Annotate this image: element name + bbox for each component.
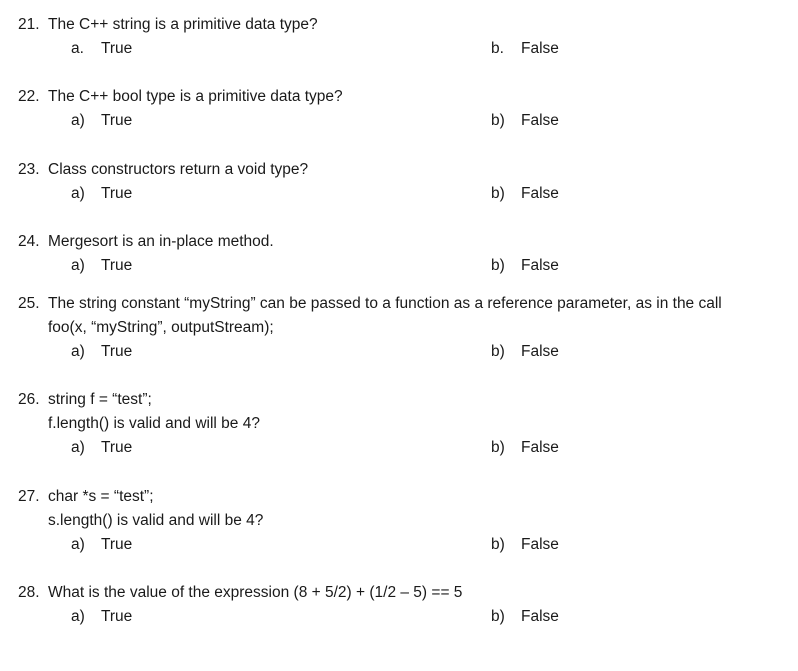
- question-text: char *s = “test”;: [48, 488, 154, 505]
- option-b-letter: b): [491, 112, 505, 129]
- question-number: 24.: [18, 233, 40, 250]
- option-a-text: True: [101, 343, 133, 360]
- question-text: The string constant “myString” can be passed to a function as a reference parameter, as in the call: [48, 295, 722, 312]
- question-text: Mergesort is an in-place method.: [48, 233, 274, 250]
- option-b: [491, 254, 559, 278]
- option-b-text: False: [521, 439, 559, 456]
- question-25: [18, 292, 792, 364]
- option-a: [71, 605, 132, 629]
- question-23: [18, 158, 792, 206]
- option-b: [491, 109, 559, 133]
- option-a: [71, 182, 132, 206]
- option-b-text: False: [521, 343, 559, 360]
- question-continuation: s.length() is valid and will be 4?: [48, 512, 264, 529]
- option-a-text: True: [101, 257, 133, 274]
- option-b: [491, 436, 559, 460]
- question-number: 22.: [18, 88, 40, 105]
- option-b-text: False: [521, 536, 559, 553]
- question-number: 25.: [18, 295, 40, 312]
- option-b: [491, 605, 559, 629]
- option-b-text: False: [521, 40, 559, 57]
- question-26: [18, 388, 792, 460]
- question-number: 26.: [18, 391, 40, 408]
- option-a: [71, 340, 132, 364]
- option-a-letter: a): [71, 185, 85, 202]
- question-text: string f = “test”;: [48, 391, 152, 408]
- option-b-text: False: [521, 185, 559, 202]
- option-a-letter: a): [71, 439, 85, 456]
- option-a-text: True: [101, 536, 133, 553]
- question-text: What is the value of the expression (8 + 5/2) + (1/2 – 5) == 5: [48, 584, 463, 601]
- question-27: [18, 485, 792, 557]
- question-text: Class constructors return a void type?: [48, 161, 309, 178]
- option-a-letter: a): [71, 536, 85, 553]
- option-b-text: False: [521, 257, 559, 274]
- option-b: [491, 340, 559, 364]
- option-b-text: False: [521, 608, 559, 625]
- option-a: [71, 254, 132, 278]
- option-b: [491, 182, 559, 206]
- option-a-text: True: [101, 40, 133, 57]
- option-a: [71, 109, 132, 133]
- option-a: [71, 436, 132, 460]
- question-text: The C++ bool type is a primitive data type?: [48, 88, 343, 105]
- option-b-letter: b): [491, 343, 505, 360]
- option-a-letter: a): [71, 343, 85, 360]
- option-a-text: True: [101, 112, 133, 129]
- question-continuation: f.length() is valid and will be 4?: [48, 415, 260, 432]
- option-a-text: True: [101, 185, 133, 202]
- option-b-letter: b): [491, 185, 505, 202]
- option-a-text: True: [101, 608, 133, 625]
- option-a-letter: a): [71, 608, 85, 625]
- option-a-text: True: [101, 439, 133, 456]
- question-28: [18, 581, 792, 629]
- option-b-letter: b): [491, 439, 505, 456]
- question-number: 28.: [18, 584, 40, 601]
- option-a-letter: a): [71, 257, 85, 274]
- option-b-text: False: [521, 112, 559, 129]
- question-24: [18, 230, 792, 278]
- option-a-letter: a.: [71, 40, 84, 57]
- question-22: [18, 85, 792, 133]
- option-b-letter: b): [491, 257, 505, 274]
- question-21: [18, 13, 792, 61]
- option-a: [71, 533, 132, 557]
- option-a-letter: a): [71, 112, 85, 129]
- option-a: [71, 37, 132, 61]
- question-number: 27.: [18, 488, 40, 505]
- option-b: [491, 533, 559, 557]
- option-b-letter: b.: [491, 40, 504, 57]
- question-text: The C++ string is a primitive data type?: [48, 16, 318, 33]
- question-number: 23.: [18, 161, 40, 178]
- question-continuation: foo(x, “myString”, outputStream);: [48, 319, 274, 336]
- question-number: 21.: [18, 16, 40, 33]
- option-b: [491, 37, 559, 61]
- option-b-letter: b): [491, 536, 505, 553]
- option-b-letter: b): [491, 608, 505, 625]
